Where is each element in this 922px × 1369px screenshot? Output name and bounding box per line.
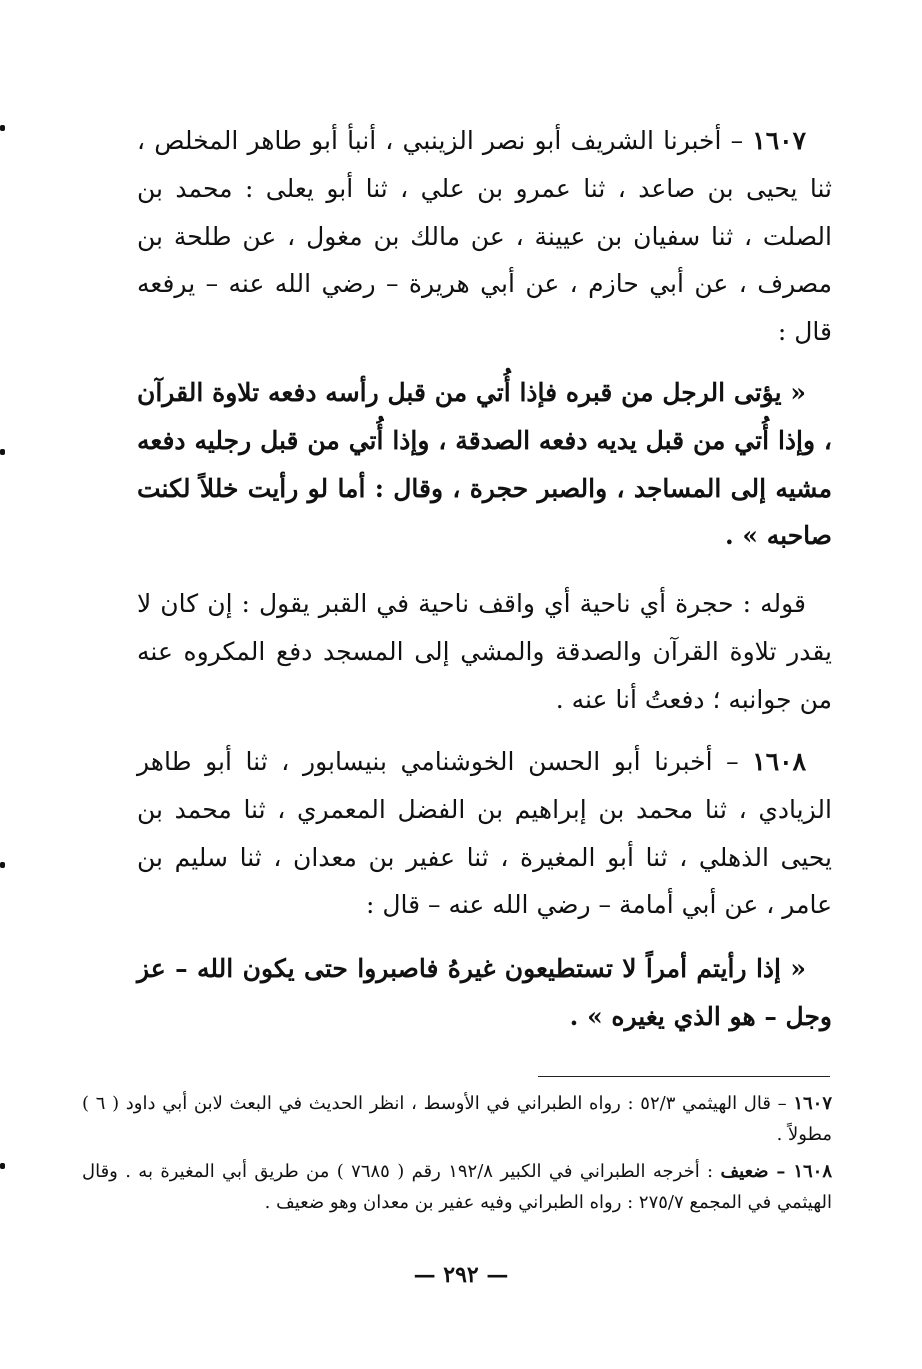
- hadith-1607-block: [137, 117, 832, 356]
- footnote-divider: [538, 1076, 830, 1077]
- isnad-text: – أخبرنا الشريف أبو نصر الزينبي ، أنبأ أبو طاهر المخلص ، ثنا يحيى بن صاعد ، ثنا عمرو بن علي ، ثنا أبو يعلى : محمد بن الصلت ، ثنا سفيان بن عيينة ، عن مالك بن مغول ، عن طلحة بن مصرف ، عن أبي حازم ، عن أبي هريرة – رضي الله عنه – يرفعه قال :: [137, 126, 832, 347]
- footnote-number: ١٦٠٨: [793, 1161, 833, 1182]
- footnote-text: : أخرجه الطبراني في الكبير ١٩٢/٨ رقم ( ٧٦٨٥ ) من طريق أبي المغيرة به . وقال الهيثمي في المجمع ٢٧٥/٧ : رواه الطبراني وفيه عفير بن معدان وهو ضعيف .: [82, 1161, 832, 1213]
- hadith-number: ١٦٠٨: [752, 747, 806, 776]
- hadith-number: ١٦٠٧: [752, 126, 806, 155]
- footnote-1608: [82, 1156, 832, 1218]
- page-number: — ٢٩٢ —: [413, 1262, 509, 1288]
- explanation-text: قوله : حجرة أي ناحية أي واقف ناحية في القبر يقول : إن كان لا يقدر تلاوة القرآن والصدقة والمشي إلى المسجد دفع المكروه عنه من جوانبه ؛ دفعتُ أنا عنه .: [137, 589, 832, 714]
- footnote-number: ١٦٠٧: [793, 1093, 833, 1114]
- scan-edge-mark: [0, 1163, 5, 1169]
- hadith-1607-matn: [137, 369, 832, 560]
- footnote-grade: – ضعيف: [720, 1161, 794, 1182]
- footnote-1607: [82, 1088, 832, 1150]
- scan-edge-mark: [0, 125, 5, 131]
- hadith-text: « إذا رأيتم أمراً لا تستطيعون غيرهُ فاصبروا حتى يكون الله – عز وجل – هو الذي يغيره » .: [137, 954, 832, 1031]
- footnote-text: – قال الهيثمي ٥٢/٣ : رواه الطبراني في الأوسط ، انظر الحديث في البعث لابن أبي داود ( ٦ ) مطولاً .: [82, 1093, 832, 1145]
- hadith-1608-block: [137, 738, 832, 929]
- hadith-1608-matn: [137, 945, 832, 1041]
- hadith-1608-chain: [137, 738, 832, 929]
- hadith-text: « يؤتى الرجل من قبره فإذا أُتي من قبل رأسه دفعه تلاوة القرآن ، وإذا أُتي من قبل يديه دفعه الصدقة ، وإذا أُتي من قبل رجليه دفعه مشيه إلى المساجد ، والصبر حجرة ، وقال : أما لو رأيت خللاً لكنت صاحبه » .: [137, 378, 832, 551]
- scan-edge-mark: [0, 862, 5, 868]
- footnotes: [82, 1088, 832, 1224]
- hadith-1607-chain: [137, 117, 832, 356]
- scan-edge-mark: [0, 449, 5, 455]
- explanation-block: [137, 580, 832, 723]
- isnad-text: – أخبرنا أبو الحسن الخوشنامي بنيسابور ، ثنا أبو طاهر الزيادي ، ثنا محمد بن إبراهيم بن الفضل المعمري ، ثنا محمد بن يحيى الذهلي ، ثنا أبو المغيرة ، ثنا عفير بن معدان ، ثنا سليم بن عامر ، عن أبي أمامة – رضي الله عنه – قال :: [137, 747, 832, 920]
